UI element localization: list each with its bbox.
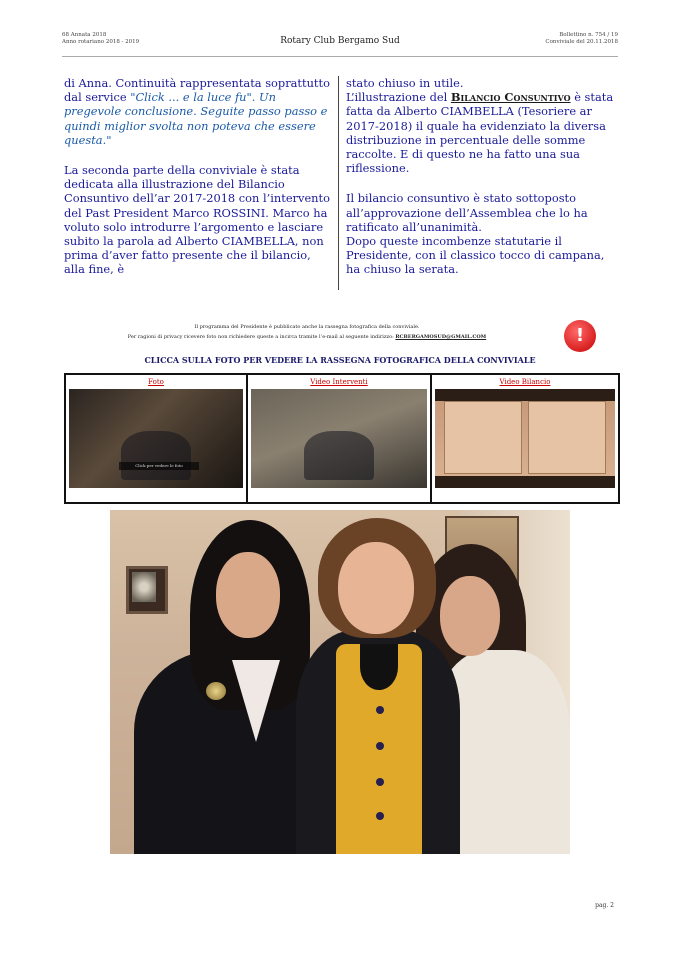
person-right-face (440, 576, 500, 656)
right-text-column (346, 76, 618, 293)
cardigan-button (376, 742, 384, 750)
note-line-1: Il programma del Presidente è pubblicato anche la rassegna fotografica della conviviale. (194, 324, 420, 330)
page-header (62, 30, 618, 54)
note-line-2-text: Per ragioni di privacy ricevere foto non richiedere queste a incirca tramite l’e-mail al seguente indirizzo: (127, 334, 394, 340)
cardigan-button (376, 812, 384, 820)
left-p1-text: di Anna. Continuità rappresentata soprattutto dal service (64, 76, 330, 105)
gallery-item-photos[interactable] (66, 375, 248, 502)
gallery-label-budget[interactable]: Video Bilancio (499, 378, 551, 386)
right-paragraph-2 (346, 90, 618, 175)
header-divider (62, 56, 618, 57)
header-rotary-year: Anno rotariano 2018 - 2019 (62, 39, 140, 45)
left-paragraph-1 (64, 76, 332, 147)
person-center-face (338, 542, 414, 634)
media-gallery (64, 373, 620, 504)
group-photo (110, 510, 570, 854)
left-p1-quote: "Click ... e la luce fu". Un pregevole conclusione. Seguite passo passo e quindi miglior svolta non poteva che essere questa." (64, 90, 328, 147)
privacy-note (62, 322, 552, 342)
gallery-label-photos[interactable]: Foto (148, 378, 164, 386)
left-text-column (64, 76, 332, 293)
note-line-2 (62, 332, 552, 342)
page-number: pag. 2 (595, 902, 614, 909)
thumbnail-caption: Click per vedere le foto (119, 462, 199, 470)
person-center-top (360, 644, 398, 690)
person-left-face (216, 552, 280, 638)
speeches-video-thumbnail[interactable] (251, 389, 427, 488)
bilancio-link[interactable]: Bilancio Consuntivo (450, 90, 571, 105)
club-name: Rotary Club Bergamo Sud (280, 36, 400, 46)
cardigan-button (376, 778, 384, 786)
right-paragraph-4: Dopo queste incombenze statutarie il Presidente, con il classico tocco di campana, ha chiuso la serata. (346, 234, 605, 277)
right-p2-text-b: è stata fatta da Alberto CIAMBELLA (Tesoriere ar 2017-2018) il quale ha evidenziato la diversa distribuzione in percentuale delle somme raccolte. E di questo ne ha fatto una sua riflessione. (346, 90, 614, 176)
speaker-silhouette (304, 431, 374, 481)
bulletin-number: Bollettino n. 754 / 19 (559, 32, 618, 38)
cardigan-button (376, 706, 384, 714)
alert-glyph: ! (575, 325, 585, 346)
right-p2-text-a: L’illustrazione del (346, 90, 451, 105)
people-silhouette (121, 431, 191, 481)
header-year: 68 Annata 2018 (62, 32, 107, 38)
document-page-right (528, 401, 606, 474)
right-paragraph-1: stato chiuso in utile. (346, 76, 464, 90)
alert-icon (564, 320, 596, 352)
wall-picture-art (132, 572, 156, 602)
budget-video-thumbnail[interactable] (435, 389, 615, 488)
right-paragraph-3: Il bilancio consuntivo è stato sottoposto all’approvazione dell’Assemblea che lo ha ratificato all’unanimità. (346, 191, 588, 234)
email-link[interactable]: RCBERGAMOSUD@GMAIL.COM (395, 334, 487, 340)
gallery-item-speeches-video[interactable] (248, 375, 432, 502)
gallery-item-budget-video[interactable] (432, 375, 618, 502)
document-page-left (444, 401, 522, 474)
gallery-label-speeches[interactable]: Video Interventi (310, 378, 368, 386)
left-paragraph-2: La seconda parte della conviviale è stata dedicata alla illustrazione del Bilancio Consuntivo dell’ar 2017-2018 con l’intervento del Past President Marco ROSSINI. Marco ha voluto solo introdurre l’argomento e lasciare subito la parola ad Alberto CIAMBELLA, non prima d’aver fatto presente che il bilancio, alla fine, è (64, 163, 330, 277)
photos-thumbnail[interactable] (69, 389, 243, 488)
brooch (206, 682, 226, 700)
header-right (545, 32, 618, 46)
photo-gallery-cta: CLICCA SULLA FOTO PER VEDERE LA RASSEGNA FOTOGRAFICA DELLA CONVIVIALE (144, 355, 536, 365)
column-divider (338, 76, 339, 290)
meeting-date: Conviviale del 20.11.2018 (545, 39, 618, 45)
